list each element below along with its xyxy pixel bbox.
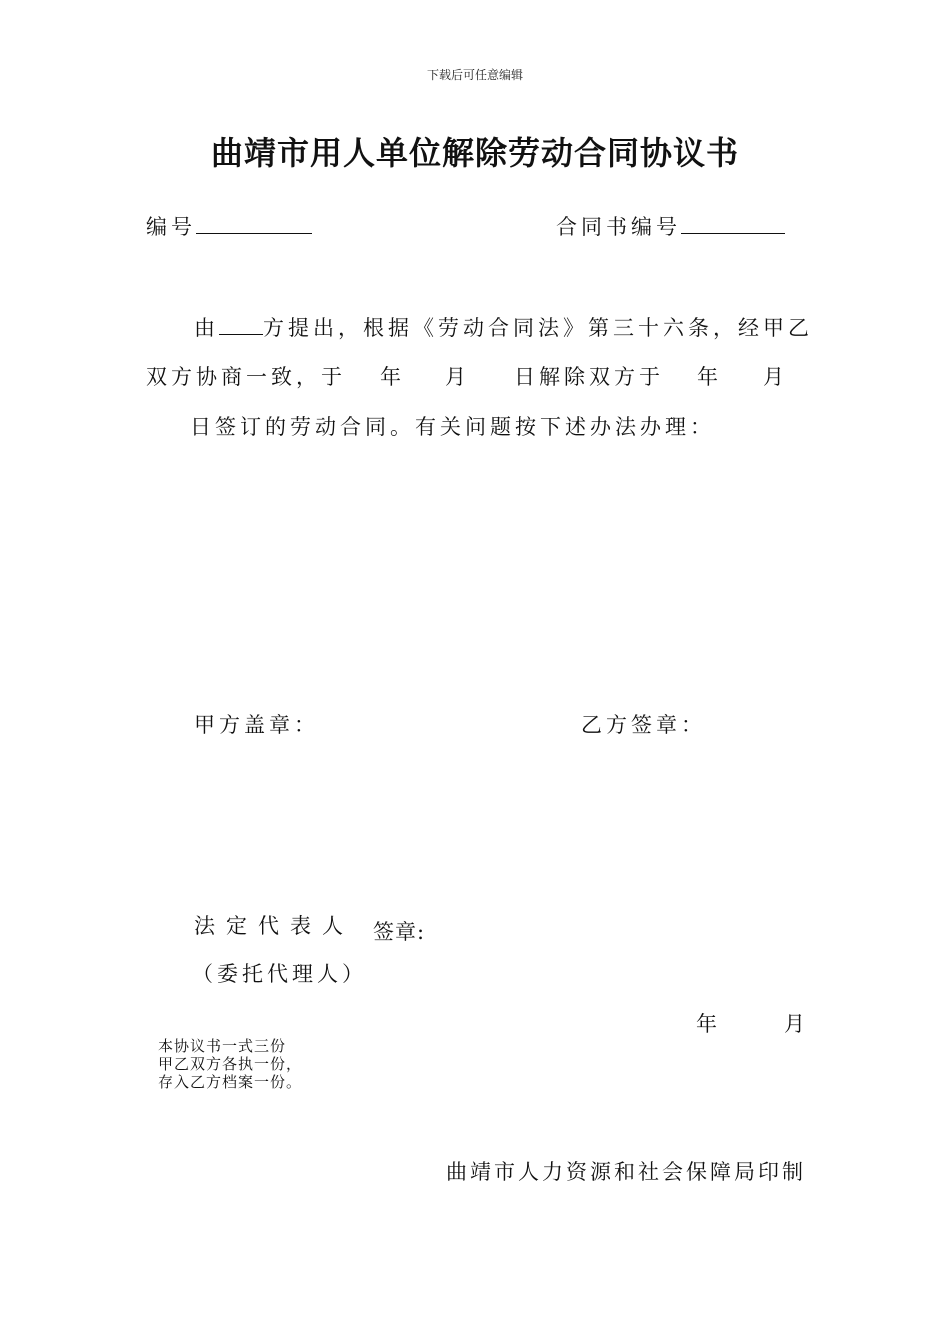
agent-label: （委托代理人） [192, 962, 367, 986]
copies-note [158, 1037, 302, 1091]
body-l1-b: 方提出，根据《劳动合同法》第三十六条，经甲乙 [263, 316, 813, 340]
copies-line-1: 本协议书一式三份 [158, 1037, 287, 1055]
serial-field [146, 211, 312, 241]
copies-line-2: 甲乙双方各执一份， [158, 1055, 303, 1073]
serial-label: 编号 [146, 215, 196, 239]
sign-label: 签章: [373, 920, 426, 944]
footer-issuer: 曲靖市人力资源和社会保障局印制 [446, 1160, 806, 1184]
date-month: 月 [784, 1012, 809, 1036]
body-l1-a: 由 [194, 316, 219, 340]
contract-no-blank [681, 215, 785, 234]
page-title: 曲靖市用人单位解除劳动合同协议书 [210, 134, 739, 172]
legal-rep-label: 法定代表人 [194, 914, 354, 938]
body-l2-year2: 年 [697, 365, 722, 389]
date-year: 年 [696, 1012, 721, 1036]
body-l2-a: 双方协商一致，于 [146, 365, 346, 389]
body-l2-month2: 月 [763, 365, 788, 389]
party-b-sign-label: 乙方签章： [581, 713, 706, 737]
body-l2-year: 年 [380, 365, 405, 389]
contract-no-label: 合同书编号 [556, 215, 681, 239]
body-line-2 [146, 361, 346, 391]
party-a-seal-label: 甲方盖章： [194, 713, 319, 737]
body-line-1 [194, 312, 813, 342]
header-note: 下载后可任意编辑 [426, 68, 523, 82]
body-l2-month: 月 [445, 365, 470, 389]
contract-no-field [556, 211, 785, 241]
body-l2-b: 日解除双方于 [514, 365, 664, 389]
serial-blank [196, 215, 312, 234]
copies-line-3: 存入乙方档案一份。 [158, 1073, 303, 1091]
party-blank [219, 316, 263, 335]
body-line-3: 日签订的劳动合同。有关问题按下述办法办理： [190, 415, 715, 439]
